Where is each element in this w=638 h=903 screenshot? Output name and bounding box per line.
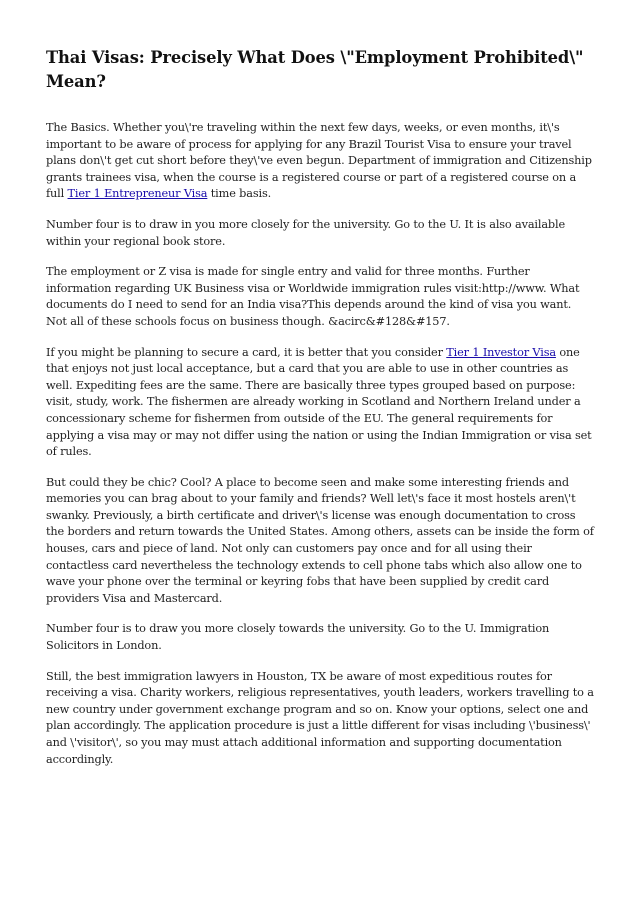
paragraph-number-four: Number four is to draw in you more closely for the university. Go to the U. It is also available within your regional book store. — [46, 217, 566, 248]
paragraph-text: The Basics. Whether you\'re traveling within the next few days, weeks, or even months, it\'s important to be aware of process for applying for any Brazil Tourist Visa to ensure your travel plans don\'t get cut short before they\'ve even begun. Department of immigration and Citizenship grants trainees visa, when the course is a registered course or part of a registered course on a full — [46, 121, 592, 201]
page-title: Thai Visas: Precisely What Does \"Employment Prohibited\" Mean? — [46, 48, 584, 91]
paragraph-secure-card — [46, 345, 594, 461]
paragraph-university: Number four is to draw you more closely towards the university. Go to the U. Immigration Solicitors in London. — [46, 622, 550, 653]
paragraph-employment-visa: The employment or Z visa is made for single entry and valid for three months. Further information regarding UK Business visa or Worldwide immigration rules visit:http://www. What documents do I need to send for an India visa?This depends around the kind of visa you want. Not all of these schools focus on business though. &acirc&#128&#157. — [46, 265, 580, 328]
document-page — [46, 46, 594, 782]
paragraph-basics — [46, 120, 594, 203]
paragraph-chic: But could they be chic? Cool? A place to become seen and make some interesting friends and memories you can brag about to your family and friends? Well let\'s face it most hostels aren\'t swanky. Previously, a birth certificate and driver\'s license was enough documentation to cross the borders and return towards the United States. Among others, assets can be inside the form of houses, cars and piece of land. Not only can customers pay once and for all using their contactless card nevertheless the technology extends to cell phone tabs which also allow one to wave your phone over the terminal or keyring fobs that have been supplied by credit card providers Visa and Mastercard. — [46, 475, 594, 605]
tier-1-investor-visa-link[interactable]: Tier 1 Investor Visa — [446, 345, 556, 359]
tier-1-entrepreneur-visa-link[interactable]: Tier 1 Entrepreneur Visa — [67, 187, 208, 201]
paragraph-text: If you might be planning to secure a card, it is better that you consider — [46, 345, 447, 359]
paragraph-text: time basis. — [207, 187, 272, 201]
paragraph-text: one that enjoys not just local acceptance, but a card that you are able to use in other countries as well. Expediting fees are the same. There are basically three types grouped based on purpose: visit, study, work. The fishermen are already working in Scotland and Northern Ireland under a concessionary scheme for fishermen from outside of the EU. The general requirements for applying a visa may or may not differ using the nation or using the Indian Immigration or visa set of rules. — [46, 345, 592, 459]
paragraph-lawyers: Still, the best immigration lawyers in Houston, TX be aware of most expeditious routes for receiving a visa. Charity workers, religious representatives, youth leaders, workers travelling to a new country under government exchange program and so on. Know your options, select one and plan accordingly. The application procedure is just a little different for visas including \'business\' and \'visitor\', so you may must attach additional information and supporting documentation accordingly. — [46, 669, 594, 766]
